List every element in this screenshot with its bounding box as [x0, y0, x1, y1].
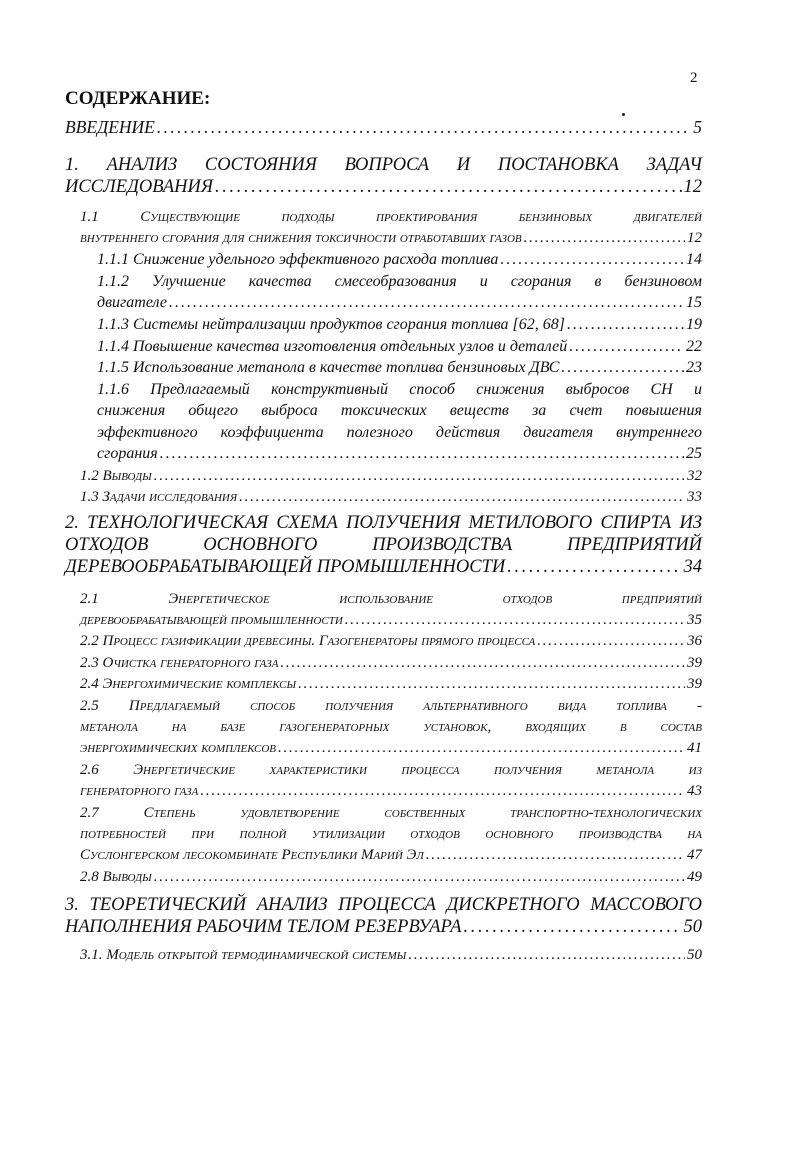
toc-entry-1-1-6[interactable]: 1.1.6 Предлагаемый конструктивный способ снижения выбросов СН и — [97, 381, 702, 398]
toc-entry-2-1[interactable]: 2.1 Энергетическое использование отходов предприятий — [80, 591, 702, 607]
toc-title: СОДЕРЖАНИЕ: — [65, 88, 211, 109]
toc-entry-1-3[interactable]: 1.3 Задачи исследования . . . 33 — [80, 486, 702, 508]
toc-entry-1-1-3[interactable]: 1.1.3 Системы нейтрализации продуктов сгорания топлива [62, 68] . . . 19 — [97, 314, 702, 336]
page-number: 2 — [690, 70, 698, 86]
toc-entry-section-3[interactable]: 3. ТЕОРЕТИЧЕСКИЙ АНАЛИЗ ПРОЦЕССА ДИСКРЕТНОГО МАССОВОГО — [65, 895, 702, 915]
toc-entry-section-2-cont-1[interactable]: ОТХОДОВ ОСНОВНОГО ПРОИЗВОДСТВА ПРЕДПРИЯТИЙ — [65, 535, 702, 555]
toc-entry-1-1-cont[interactable]: внутреннего сгорания для снижения токсичности отработавших газов . . . 12 — [80, 227, 702, 249]
toc-entry-1-1[interactable]: 1.1 Существующие подходы проектирования бензиновых двигателей — [80, 209, 702, 225]
toc-entry-1-1-1[interactable]: 1.1.1 Снижение удельного эффективного расхода топлива . . . 14 — [97, 249, 702, 271]
toc-entry-1-1-5[interactable]: 1.1.5 Использование метанола в качестве топлива бензиновых ДВС . . . 23 — [97, 357, 702, 379]
toc-entry-1-1-6-cont-3[interactable]: сгорания . . . 25 — [97, 443, 702, 465]
toc-entry-2-2[interactable]: 2.2 Процесс газификации древесины. Газогенераторы прямого процесса . . . 36 — [80, 630, 702, 652]
toc-entry-3-1[interactable]: 3.1. Модель открытой термодинамической системы . . . 50 — [80, 944, 702, 966]
toc-entry-2-3[interactable]: 2.3 Очистка генераторного газа . . . 39 — [80, 652, 702, 674]
toc-entry-2-7-cont-1[interactable]: потребностей при полной утилизации отходов основного производства на — [80, 826, 702, 842]
toc-entry-section-2-cont-2[interactable]: ДЕРЕВООБРАБАТЫВАЮЩЕЙ ПРОМЫШЛЕННОСТИ . . . 34 — [65, 556, 702, 579]
toc-entry-section-1-cont[interactable]: ИССЛЕДОВАНИЯ . . . 12 — [65, 176, 702, 199]
toc-entry-1-1-4[interactable]: 1.1.4 Повышение качества изготовления отдельных узлов и деталей . . . 22 — [97, 336, 702, 358]
toc-entry-2-7[interactable]: 2.7 Степень удовлетворение собственных транспортно-технологических — [80, 805, 702, 821]
toc-entry-1-1-2-cont[interactable]: двигателе . . . 15 — [97, 292, 702, 314]
toc-entry-section-2[interactable]: 2. ТЕХНОЛОГИЧЕСКАЯ СХЕМА ПОЛУЧЕНИЯ МЕТИЛОВОГО СПИРТА ИЗ — [65, 513, 702, 533]
toc-entry-1-1-6-cont-2[interactable]: эффективного коэффициента полезного действия двигателя внутреннего — [97, 424, 702, 441]
toc-entry-section-3-cont[interactable]: НАПОЛНЕНИЯ РАБОЧИМ ТЕЛОМ РЕЗЕРВУАРА . . . 50 — [65, 916, 702, 939]
toc-entry-2-7-cont-2[interactable]: Суслонгерском лесокомбинате Республики Марий Эл . . . 47 — [80, 844, 702, 866]
toc-entry-2-5-cont-1[interactable]: метанола на базе газогенераторных установок, входящих в состав — [80, 719, 702, 735]
toc-entry-2-5-cont-2[interactable]: энергохимических комплексов . . . 41 — [80, 737, 702, 759]
toc-entry-1-2[interactable]: 1.2 Выводы . . . 32 — [80, 465, 702, 487]
toc-entry-2-5[interactable]: 2.5 Предлагаемый способ получения альтернативного вида топлива - — [80, 698, 702, 714]
toc-entry-2-4[interactable]: 2.4 Энергохимические комплексы . . . 39 — [80, 673, 702, 695]
toc-entry-2-8[interactable]: 2.8 Выводы . . . 49 — [80, 866, 702, 888]
toc-entry-intro[interactable]: ВВЕДЕНИЕ . . . 5 — [65, 116, 702, 139]
toc-entry-2-1-cont[interactable]: деревообрабатывающей промышленности . . . 35 — [80, 609, 702, 631]
toc-entry-1-1-2[interactable]: 1.1.2 Улучшение качества смесеобразования и сгорания в бензиновом — [97, 273, 702, 290]
toc-entry-2-6-cont[interactable]: генераторного газа . . . 43 — [80, 780, 702, 802]
toc-entry-1-1-6-cont-1[interactable]: снижения общего выброса токсических веществ за счет повышения — [97, 402, 702, 419]
toc-entry-2-6[interactable]: 2.6 Энергетические характеристики процесса получения метанола из — [80, 762, 702, 778]
toc-entry-section-1[interactable]: 1. АНАЛИЗ СОСТОЯНИЯ ВОПРОСА И ПОСТАНОВКА ЗАДАЧ — [65, 155, 702, 175]
